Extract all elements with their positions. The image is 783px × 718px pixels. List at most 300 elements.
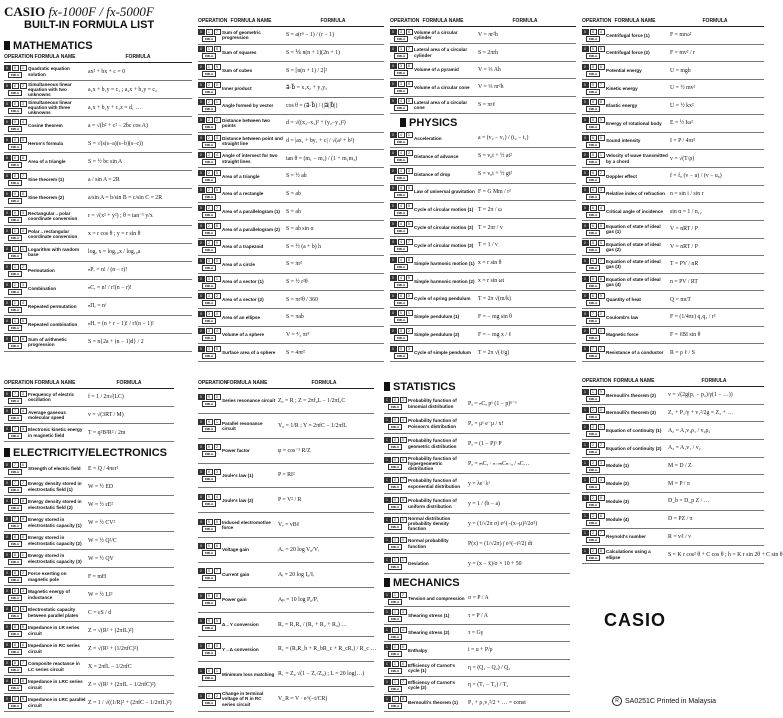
number-key-icon: 4 xyxy=(214,152,221,158)
formula-name: Module (1) xyxy=(606,463,629,469)
formula-row xyxy=(582,493,764,511)
formula-row xyxy=(582,221,764,239)
fmla-key-icon: FMLA xyxy=(586,555,600,561)
formula-name: Sound intensity xyxy=(606,138,641,144)
number-key-icon: 7 xyxy=(20,173,27,179)
number-key-icon: 0 xyxy=(214,258,221,264)
key-sequence xyxy=(582,424,605,430)
number-key-icon: 0 xyxy=(582,99,589,105)
key-sequence xyxy=(384,661,407,667)
number-key-icon: 8 xyxy=(20,191,27,197)
formula-row xyxy=(582,405,764,423)
operation-keys xyxy=(198,469,220,482)
column-header-formula: FORMULA xyxy=(320,18,346,24)
column-header-name: FORMULA NAME xyxy=(34,54,76,60)
formula-expression: I = P / 4πr² xyxy=(670,138,696,145)
formula-row xyxy=(198,637,377,662)
formula-name: Efficiency of Carnot's cycle (1) xyxy=(408,662,456,673)
number-key-icon: 0 xyxy=(390,98,397,104)
fmla-key-icon: FMLA xyxy=(394,88,408,94)
operation-keys xyxy=(198,64,220,77)
fmla-key-icon: FMLA xyxy=(8,126,22,132)
number-key-icon: 0 xyxy=(4,137,11,143)
key-sequence xyxy=(198,311,221,317)
formula-expression: τ = Gγ xyxy=(468,630,484,637)
formula-row xyxy=(4,171,192,189)
number-key-icon: 5 xyxy=(398,328,405,334)
number-key-icon: 2 xyxy=(206,99,213,105)
number-key-icon: 0 xyxy=(4,318,11,324)
number-key-icon: 6 xyxy=(20,155,27,161)
fmla-key-icon: FMLA xyxy=(8,180,22,186)
formula-expression: F = mH xyxy=(88,573,107,580)
number-key-icon: 2 xyxy=(598,442,605,448)
number-key-icon: 4 xyxy=(398,203,405,209)
number-key-icon: 1 xyxy=(384,679,391,685)
number-key-icon: 5 xyxy=(20,624,27,630)
operation-keys xyxy=(390,328,412,341)
number-key-icon: 0 xyxy=(4,696,11,702)
formula-row xyxy=(390,184,576,202)
fmla-key-icon: FMLA xyxy=(202,159,216,165)
formula-name: Elastic energy xyxy=(606,103,638,109)
number-key-icon: 0 xyxy=(198,82,205,88)
number-key-icon: 6 xyxy=(590,170,597,176)
number-key-icon: 1 xyxy=(384,397,391,403)
column-header-op: OPERATION xyxy=(4,54,34,60)
fmla-key-icon: FMLA xyxy=(202,700,216,706)
number-key-icon: 1 xyxy=(582,513,589,519)
number-key-icon: 0 xyxy=(4,119,11,125)
formula-row xyxy=(582,309,764,327)
number-key-icon: 4 xyxy=(20,300,27,306)
formula-name: Bernoulli's theorem (3) xyxy=(606,410,656,416)
number-key-icon: 0 xyxy=(198,618,205,624)
number-key-icon: 2 xyxy=(590,442,597,448)
formula-name: Kinetic energy xyxy=(606,85,638,91)
number-key-icon: 1 xyxy=(384,592,391,598)
key-sequence xyxy=(390,132,413,138)
key-sequence xyxy=(198,170,221,176)
key-sequence xyxy=(4,282,27,288)
key-sequence xyxy=(582,258,605,264)
operation-keys xyxy=(4,498,26,511)
table-electricity-1 xyxy=(4,378,174,442)
fmla-key-icon: FMLA xyxy=(586,89,600,95)
formula-expression: S = ab xyxy=(286,190,301,197)
number-key-icon: 4 xyxy=(400,627,407,633)
number-key-icon: 2 xyxy=(20,264,27,270)
operation-keys xyxy=(582,152,604,165)
key-sequence xyxy=(4,210,27,216)
fmla-key-icon: FMLA xyxy=(394,353,408,359)
formula-name: Cycle of spring pendulum xyxy=(414,296,471,302)
number-key-icon: 9 xyxy=(20,696,27,702)
formula-expression: S = πr² xyxy=(286,261,302,268)
number-key-icon: 9 xyxy=(206,618,213,624)
formula-expression: D_b = D_p Z / … xyxy=(668,498,710,505)
formula-name: Area of an ellipse xyxy=(222,314,261,320)
formula-name: Energy of rotational body xyxy=(606,120,662,126)
formula-row xyxy=(390,79,576,96)
operation-keys xyxy=(198,543,220,556)
number-key-icon: 0 xyxy=(4,246,11,252)
fmla-key-icon: FMLA xyxy=(8,343,22,349)
number-key-icon: 5 xyxy=(398,310,405,316)
operation-keys xyxy=(4,65,26,78)
formula-row xyxy=(198,274,384,292)
key-sequence xyxy=(390,239,413,245)
fmla-key-icon: FMLA xyxy=(388,504,402,510)
formula-name: Repeated combination xyxy=(28,321,78,327)
number-key-icon: 0 xyxy=(4,83,11,89)
operation-keys xyxy=(4,282,26,295)
key-sequence xyxy=(384,497,407,503)
formula-row xyxy=(198,389,374,414)
number-key-icon: 4 xyxy=(398,275,405,281)
key-sequence xyxy=(384,627,407,633)
formula-expression: f = 1 / 2π√(LC) xyxy=(88,394,124,401)
number-key-icon: 0 xyxy=(582,223,589,229)
formula-name: Equation of continuity (1) xyxy=(606,428,662,434)
section-heading-electricity: ELECTRICITY/ELECTRONICS xyxy=(4,447,167,459)
fmla-key-icon: FMLA xyxy=(8,307,22,313)
key-sequence xyxy=(4,155,27,161)
number-key-icon: 0 xyxy=(390,328,397,334)
fmla-key-icon: FMLA xyxy=(586,194,600,200)
key-sequence xyxy=(582,240,605,246)
fmla-key-icon: FMLA xyxy=(8,685,22,691)
key-sequence xyxy=(198,494,221,500)
formula-row xyxy=(198,168,384,186)
operation-keys xyxy=(4,83,26,96)
formula-row xyxy=(384,434,570,454)
fmla-key-icon: FMLA xyxy=(8,271,22,277)
operation-keys xyxy=(390,293,412,306)
number-key-icon: 6 xyxy=(20,642,27,648)
number-key-icon: 0 xyxy=(582,187,589,193)
number-key-icon: 4 xyxy=(214,494,221,500)
formula-expression: V = ⅓ Ah xyxy=(478,66,501,73)
key-sequence xyxy=(582,389,605,395)
number-key-icon: 0 xyxy=(198,519,205,525)
formula-row xyxy=(390,27,576,44)
operation-keys xyxy=(4,336,26,349)
formula-expression: F = mv² / r xyxy=(670,49,695,56)
key-sequence xyxy=(4,642,27,648)
formula-name: Quantity of heat xyxy=(606,297,641,303)
number-key-icon: 1 xyxy=(384,497,391,503)
number-key-icon: 0 xyxy=(4,264,11,270)
operation-keys xyxy=(582,205,604,218)
formula-name: Probability function of Poisson's distribution xyxy=(408,418,457,429)
formula-name: Equation of state of ideal gas (3) xyxy=(606,259,661,270)
operation-keys xyxy=(198,170,220,183)
formula-name: Induced electromotive force xyxy=(222,519,271,531)
operation-keys xyxy=(4,534,26,547)
number-key-icon: 6 xyxy=(590,205,597,211)
number-key-icon: 3 xyxy=(206,328,213,334)
formula-expression: f = f₀ (v − u) / (v − u₀) xyxy=(670,173,722,180)
formula-row xyxy=(4,550,174,568)
formula-row xyxy=(4,81,192,99)
number-key-icon: 5 xyxy=(20,137,27,143)
operation-keys xyxy=(582,548,604,561)
number-key-icon: 0 xyxy=(198,311,205,317)
formula-row xyxy=(198,344,384,362)
formula-name: Frequency of electric oscillation xyxy=(28,392,75,403)
table-electricity-2 xyxy=(4,460,174,712)
table-mathematics-1 xyxy=(4,52,192,352)
formula-name: Area of a trapezoid xyxy=(222,244,264,250)
operation-keys xyxy=(384,609,406,622)
fmla-key-icon: FMLA xyxy=(8,253,22,259)
number-key-icon: 0 xyxy=(198,64,205,70)
formula-name: Force exerting on magnetic pole xyxy=(28,571,67,582)
key-sequence xyxy=(4,65,27,71)
number-key-icon: 8 xyxy=(598,276,605,282)
number-key-icon: 0 xyxy=(12,191,19,197)
formula-expression: Pₓ = ₘCₓ · ₙ₋ₘCₙ₋ₓ / ₙC… xyxy=(468,460,530,467)
key-sequence xyxy=(390,221,413,227)
formula-row xyxy=(198,488,374,513)
number-key-icon: 7 xyxy=(598,82,605,88)
formula-name: Sine theorem (1) xyxy=(28,177,64,183)
formula-name: Reynold's number xyxy=(606,534,646,540)
number-key-icon: 0 xyxy=(12,210,19,216)
fmla-key-icon: FMLA xyxy=(388,634,402,640)
number-key-icon: 1 xyxy=(384,517,391,523)
operation-keys xyxy=(4,408,26,421)
number-key-icon: 0 xyxy=(582,258,589,264)
formula-expression: F = mrω² xyxy=(670,32,692,39)
formula-expression: η = (Q₁ − Q₂) / Q₁ xyxy=(468,664,511,671)
fmla-key-icon: FMLA xyxy=(388,484,402,490)
formula-expression: A₂ = A₁v₁ρ₁ / v₂ρ₂ xyxy=(668,427,711,434)
fmla-key-icon: FMLA xyxy=(394,317,408,323)
formula-name: Cosine theorem xyxy=(28,123,63,129)
operation-keys xyxy=(4,155,26,168)
fmla-key-icon: FMLA xyxy=(394,53,408,59)
formula-row xyxy=(198,62,384,80)
operation-keys xyxy=(390,29,412,42)
number-key-icon: 0 xyxy=(390,275,397,281)
number-key-icon: 0 xyxy=(392,457,399,463)
model-names: fx-1000F / fx-5000F xyxy=(48,4,154,19)
formula-expression: M = P / π xyxy=(668,480,690,487)
formula-name: Centrifugal force (1) xyxy=(606,32,650,38)
key-sequence xyxy=(582,293,605,299)
formula-expression: S = ½ bc sin A xyxy=(88,158,123,165)
formula-name: Area of a triangle xyxy=(28,159,66,165)
number-key-icon: 0 xyxy=(598,311,605,317)
formula-name: Doppler effect xyxy=(606,173,637,179)
fmla-key-icon: FMLA xyxy=(202,194,216,200)
formula-name: Probability function of geometric distribution xyxy=(408,438,457,449)
formula-name: Acceleration xyxy=(414,135,442,141)
footer-note xyxy=(612,696,716,706)
key-sequence xyxy=(198,276,221,282)
title-line xyxy=(4,4,194,19)
number-key-icon: 6 xyxy=(400,661,407,667)
formula-name: Cycle of circular motion (1) xyxy=(414,207,474,213)
formula-expression: E = ½ Iω² xyxy=(670,120,693,127)
formula-name: Impedance in RC series circuit xyxy=(28,643,80,654)
key-sequence xyxy=(4,660,27,666)
number-key-icon: 0 xyxy=(4,642,11,648)
number-key-icon: 1 xyxy=(590,389,597,395)
number-key-icon: 1 xyxy=(12,228,19,234)
number-key-icon: 0 xyxy=(4,300,11,306)
formula-name: Probability function of binomial distribution xyxy=(408,398,457,409)
formula-row xyxy=(582,45,764,63)
key-sequence xyxy=(384,592,407,598)
formula-name: Shearing stress (1) xyxy=(408,613,450,619)
number-key-icon: 0 xyxy=(12,83,19,89)
formula-expression: E = Q / 4πεr² xyxy=(88,465,119,472)
number-key-icon: 2 xyxy=(206,187,213,193)
operation-keys xyxy=(390,275,412,288)
number-key-icon: 4 xyxy=(214,328,221,334)
fmla-key-icon: FMLA xyxy=(8,703,22,709)
formula-row xyxy=(582,27,764,45)
number-key-icon: 2 xyxy=(214,117,221,123)
operation-keys xyxy=(384,627,406,640)
formula-expression: Y₀ = 1/R ; Y = 2πfC − 1/2πfL xyxy=(278,422,347,429)
formula-row xyxy=(384,454,570,474)
operation-keys xyxy=(582,117,604,130)
number-key-icon: 6 xyxy=(590,135,597,141)
operation-keys xyxy=(198,328,220,341)
operation-keys xyxy=(4,480,26,493)
formula-row xyxy=(198,291,384,309)
formula-expression: S = [n(n + 1) / 2]² xyxy=(286,67,328,74)
number-key-icon: 0 xyxy=(12,65,19,71)
number-key-icon: 0 xyxy=(4,101,11,107)
key-sequence xyxy=(198,593,221,599)
number-key-icon: 1 xyxy=(214,276,221,282)
fmla-key-icon: FMLA xyxy=(394,210,408,216)
fmla-key-icon: FMLA xyxy=(202,53,216,59)
operation-keys xyxy=(198,419,220,432)
fmla-key-icon: FMLA xyxy=(202,550,216,556)
formula-expression: V = nRT / P xyxy=(670,243,698,250)
number-key-icon: 0 xyxy=(582,82,589,88)
formula-expression: S = ½ r²θ xyxy=(286,279,308,286)
formula-row xyxy=(4,262,192,280)
fmla-key-icon: FMLA xyxy=(586,414,600,420)
number-key-icon: 5 xyxy=(398,293,405,299)
operation-keys xyxy=(198,82,220,95)
operation-keys xyxy=(198,152,220,165)
number-key-icon: 0 xyxy=(206,643,213,649)
column-header-op: OPERATION xyxy=(198,18,228,24)
column-header-formula: FORMULA xyxy=(702,18,728,24)
number-key-icon: 1 xyxy=(384,457,391,463)
number-key-icon: 0 xyxy=(390,221,397,227)
formula-name: Lateral area of a circular cone xyxy=(414,99,468,110)
fmla-key-icon: FMLA xyxy=(8,613,22,619)
key-sequence xyxy=(198,444,221,450)
formula-name: Voltage gain xyxy=(222,547,249,553)
key-sequence xyxy=(198,618,221,624)
key-sequence xyxy=(4,137,27,143)
operation-keys xyxy=(198,276,220,289)
formula-name: Simple harmonic motion (1) xyxy=(414,260,475,266)
formula-expression: T = PV / nR xyxy=(670,261,699,268)
number-key-icon: 6 xyxy=(590,223,597,229)
formula-name: Bernoulli's theorem (2) xyxy=(606,392,656,398)
formula-name: Cycle of simple pendulum xyxy=(414,349,471,355)
key-sequence xyxy=(390,81,413,87)
formula-name: Equation of state of ideal gas (4) xyxy=(606,276,661,288)
number-key-icon: 0 xyxy=(4,660,11,666)
formula-expression: W = ½ LI² xyxy=(88,591,113,598)
number-key-icon: 2 xyxy=(590,424,597,430)
number-key-icon: 3 xyxy=(406,168,413,174)
operation-keys xyxy=(582,276,604,289)
key-sequence xyxy=(4,173,27,179)
number-key-icon: 1 xyxy=(392,696,399,702)
key-sequence xyxy=(390,275,413,281)
formula-name: Volume of a circular cone xyxy=(414,84,470,90)
formula-expression: n = sin i / sin r xyxy=(670,190,704,197)
formula-name: Sum of squares xyxy=(222,50,257,56)
number-key-icon: 0 xyxy=(12,155,19,161)
fmla-key-icon: FMLA xyxy=(8,649,22,655)
formula-expression: d = |ax₁ + by₁ + c| / √(a² + b²) xyxy=(286,138,355,145)
number-key-icon: 0 xyxy=(198,494,205,500)
number-key-icon: 8 xyxy=(214,223,221,229)
fmla-key-icon: FMLA xyxy=(586,335,600,341)
number-key-icon: 9 xyxy=(406,275,413,281)
operation-keys xyxy=(390,46,412,59)
operation-keys xyxy=(582,495,604,508)
formula-row xyxy=(4,226,192,244)
key-sequence xyxy=(198,187,221,193)
key-sequence xyxy=(582,117,605,123)
number-key-icon: 0 xyxy=(198,152,205,158)
number-key-icon: 1 xyxy=(392,592,399,598)
number-key-icon: 1 xyxy=(582,407,589,413)
number-key-icon: 0 xyxy=(582,29,589,35)
fmla-key-icon: FMLA xyxy=(202,600,216,606)
formula-name: Distance of drop xyxy=(414,171,451,177)
table-header xyxy=(198,16,384,27)
fmla-key-icon: FMLA xyxy=(202,71,216,77)
number-key-icon: 0 xyxy=(582,152,589,158)
fmla-key-icon: FMLA xyxy=(394,246,408,252)
formula-row xyxy=(384,695,570,712)
number-key-icon: 8 xyxy=(598,548,605,554)
number-key-icon: 6 xyxy=(590,276,597,282)
number-key-icon: 1 xyxy=(598,328,605,334)
number-key-icon: 4 xyxy=(598,205,605,211)
number-key-icon: 0 xyxy=(4,498,11,504)
formula-expression: V = ⅓ πr²h xyxy=(478,84,504,91)
formula-expression: T = 2π / ω xyxy=(478,206,502,213)
number-key-icon: 7 xyxy=(12,426,19,432)
operation-keys xyxy=(384,537,406,550)
number-key-icon: 3 xyxy=(20,588,27,594)
operation-keys xyxy=(582,29,604,42)
number-key-icon: 0 xyxy=(598,407,605,413)
formula-row xyxy=(198,662,374,687)
key-sequence xyxy=(384,477,407,483)
table-electricity-3 xyxy=(198,378,377,712)
formula-row xyxy=(582,150,764,168)
fmla-key-icon: FMLA xyxy=(8,631,22,637)
